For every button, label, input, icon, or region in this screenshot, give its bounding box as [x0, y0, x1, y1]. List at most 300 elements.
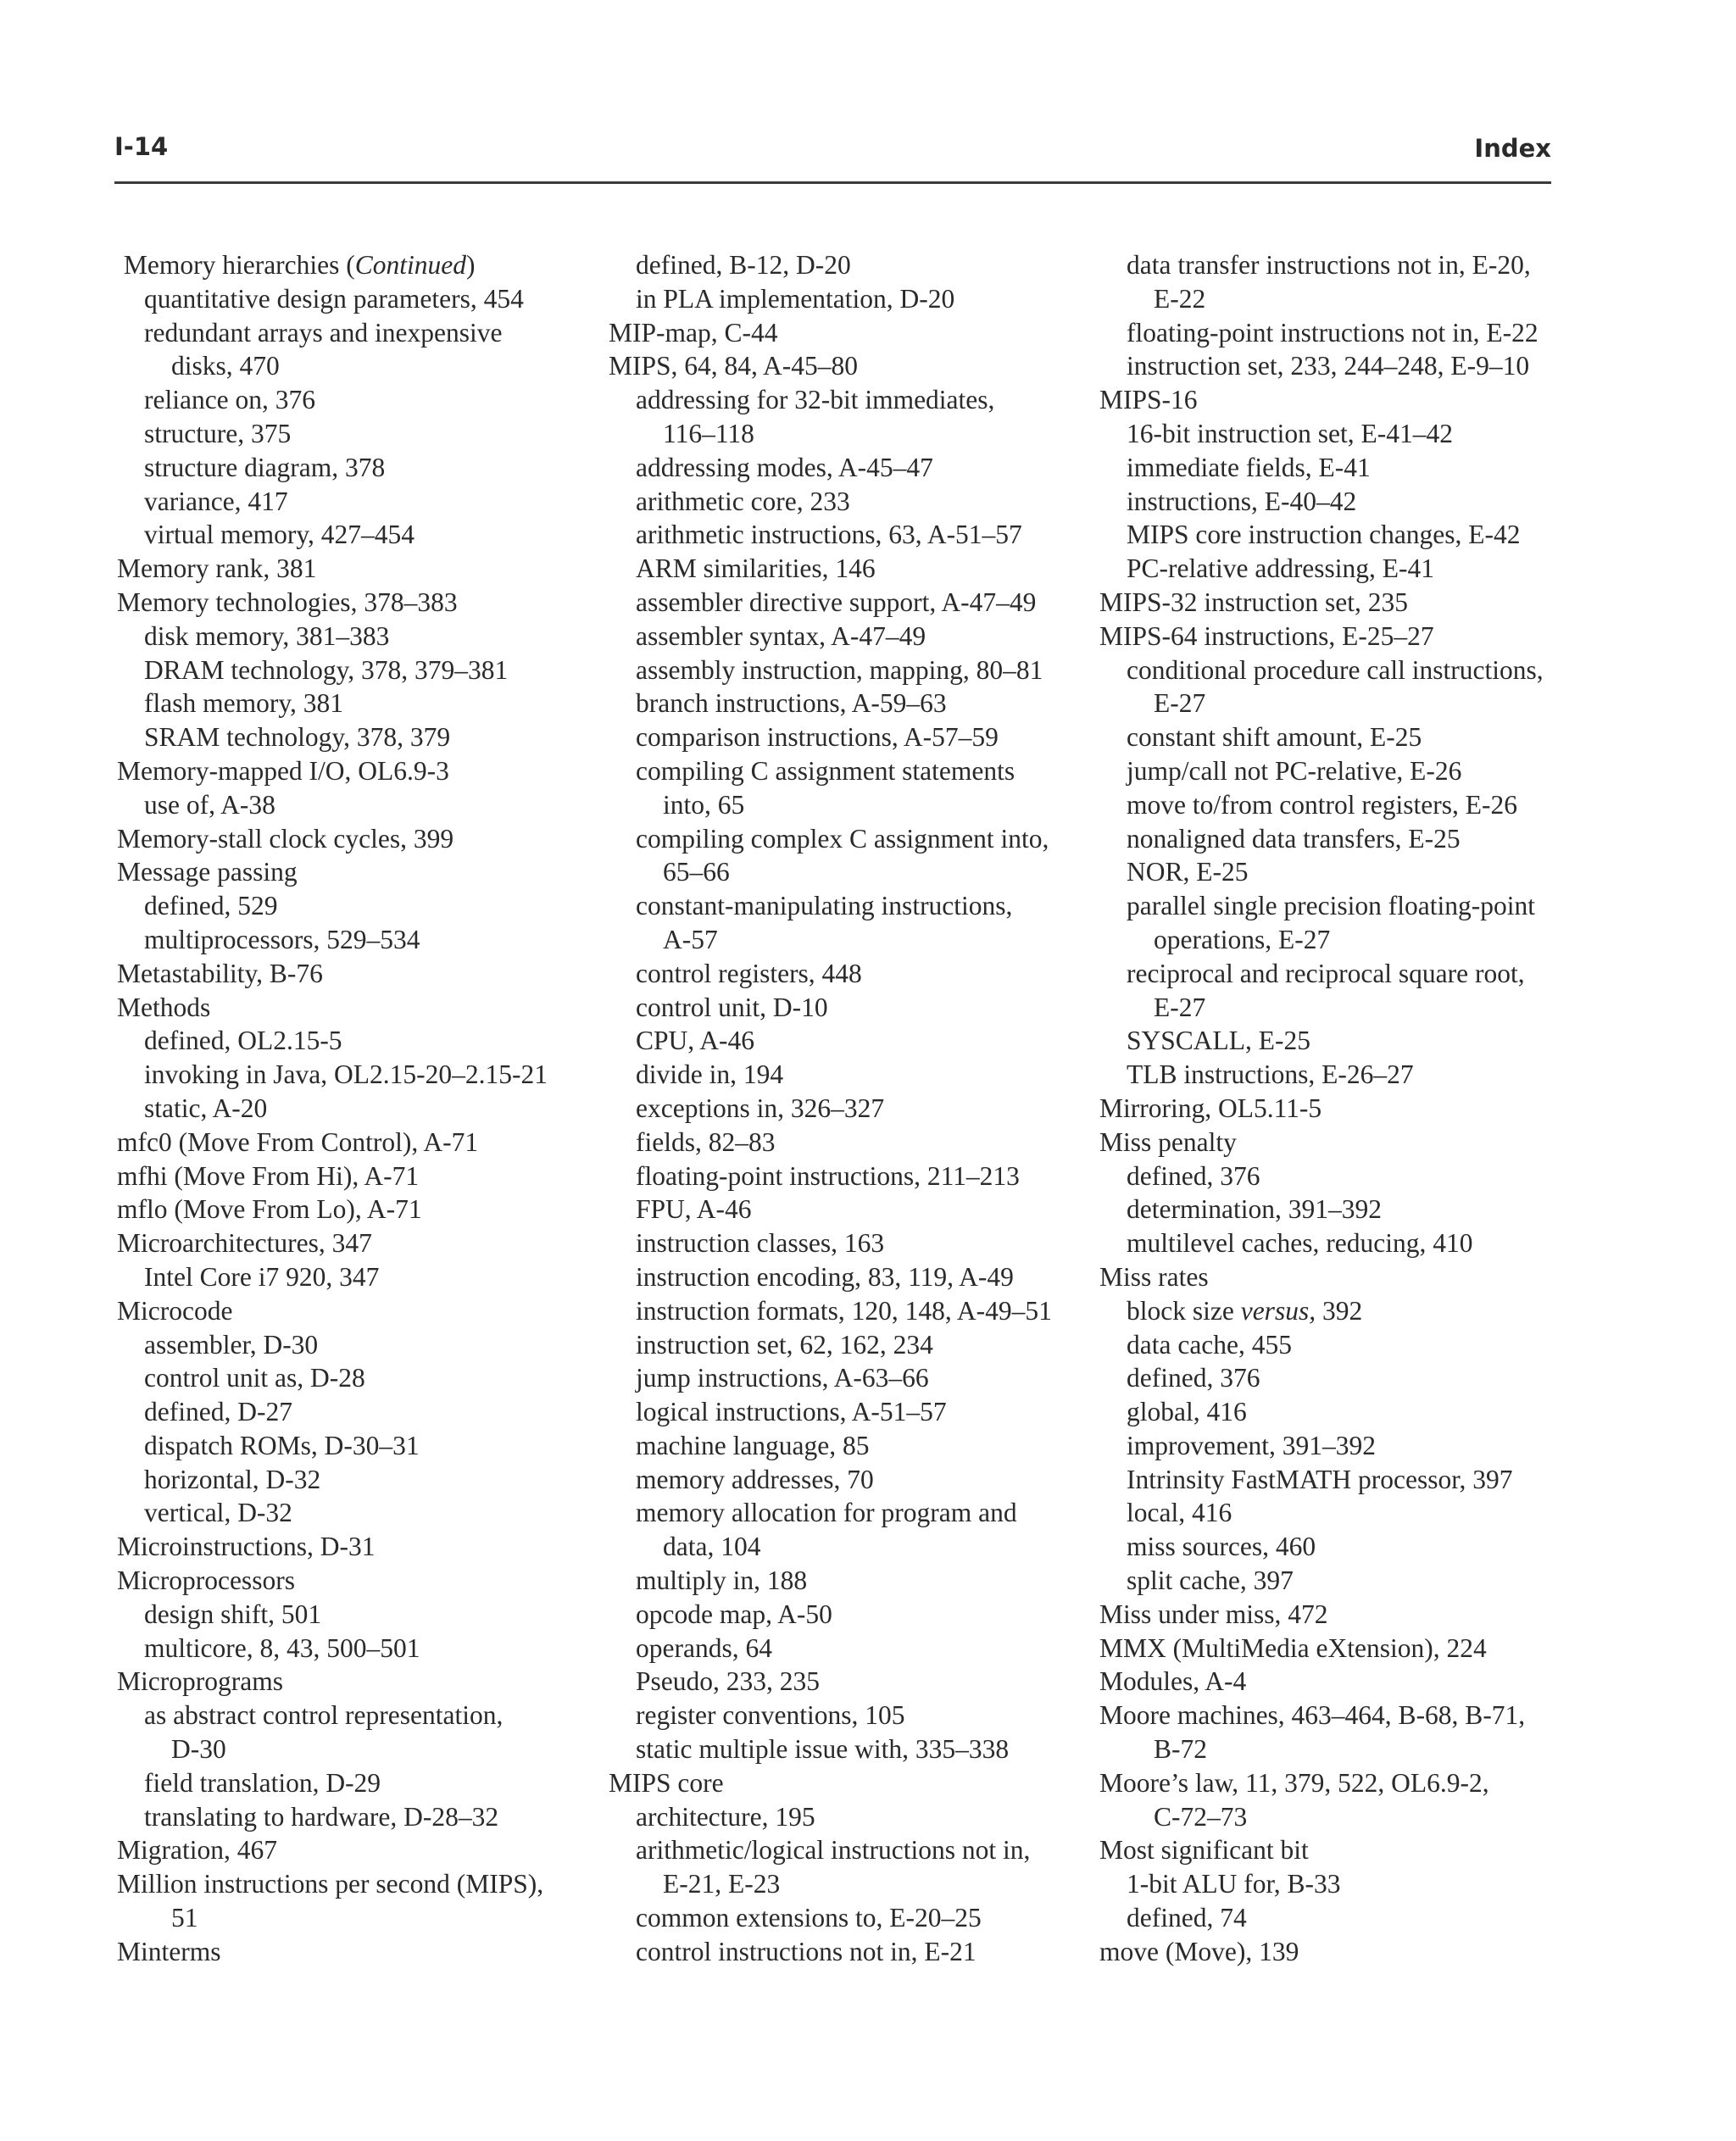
entry-text: defined, 74	[1127, 1903, 1247, 1933]
index-continuation	[609, 417, 1092, 451]
entry-text: 51	[171, 1903, 198, 1933]
entry-text: floating-point instructions not in, E-22	[1127, 317, 1538, 348]
index-subentry	[1099, 889, 1583, 923]
entry-text: Methods	[117, 992, 211, 1022]
entry-text: Memory-mapped I/O, OL6.9-3	[117, 755, 449, 786]
index-subentry	[117, 1699, 600, 1732]
entry-text: Microinstructions, D-31	[117, 1532, 376, 1562]
entry-text: addressing for 32-bit immediates,	[636, 385, 995, 415]
index-subentry	[117, 1395, 600, 1429]
entry-text: compiling C assignment statements	[636, 755, 1015, 786]
entry-text: Most significant bit	[1099, 1835, 1309, 1866]
entry-text: multicore, 8, 43, 500–501	[144, 1632, 420, 1663]
entry-text: instruction classes, 163	[636, 1228, 885, 1259]
entry-text: static, A-20	[144, 1093, 268, 1123]
entry-text: defined, OL2.15-5	[144, 1026, 342, 1056]
entry-text: 16-bit instruction set, E-41–42	[1127, 418, 1453, 448]
entry-text: Microarchitectures, 347	[117, 1228, 372, 1259]
index-entry	[117, 1530, 600, 1564]
index-column-2	[609, 248, 1092, 1969]
entry-text: B-72	[1154, 1734, 1207, 1765]
entry-text: defined, 376	[1127, 1363, 1260, 1393]
index-continuation	[117, 1901, 600, 1935]
page-header	[114, 127, 1551, 184]
index-subentry	[609, 1901, 1092, 1935]
index-subentry	[609, 1564, 1092, 1598]
entry-text: MIPS core	[609, 1767, 724, 1798]
entry-text: data cache, 455	[1127, 1329, 1293, 1360]
entry-text: invoking in Java, OL2.15-20–2.15-21	[144, 1059, 548, 1090]
index-entry	[117, 822, 600, 856]
entry-text: opcode map, A-50	[636, 1599, 832, 1629]
entry-text: 65–66	[663, 857, 730, 887]
index-entry	[1099, 586, 1583, 620]
index-entry	[1099, 1766, 1583, 1800]
index-subentry	[609, 248, 1092, 282]
index-subentry	[117, 1598, 600, 1632]
entry-text: floating-point instructions, 211–213	[636, 1160, 1020, 1191]
entry-text: conditional procedure call instructions,	[1127, 654, 1544, 685]
entry-text-suffix: 392	[1316, 1295, 1363, 1326]
entry-text: static multiple issue with, 335–338	[636, 1734, 1010, 1765]
index-subentry	[609, 1395, 1092, 1429]
entry-text: horizontal, D-32	[144, 1464, 321, 1494]
index-subentry	[1099, 788, 1583, 822]
entry-text: D-30	[171, 1734, 226, 1765]
entry-text: jump instructions, A-63–66	[636, 1363, 929, 1393]
index-subentry	[609, 282, 1092, 316]
entry-text: field translation, D-29	[144, 1767, 381, 1798]
index-entry	[117, 1126, 600, 1159]
index-subentry	[1099, 1429, 1583, 1463]
entry-text: FPU, A-46	[636, 1194, 752, 1225]
entry-text: Intel Core i7 920, 347	[144, 1261, 380, 1292]
entry-text: multilevel caches, reducing, 410	[1127, 1228, 1473, 1259]
index-subentry	[609, 1260, 1092, 1294]
index-entry	[117, 586, 600, 620]
index-subentry	[609, 383, 1092, 417]
entry-text: multiply in, 188	[636, 1565, 808, 1596]
index-entry	[117, 855, 600, 889]
entry-text: instruction set, 62, 162, 234	[636, 1329, 933, 1360]
index-subentry	[1099, 754, 1583, 788]
entry-text: multiprocessors, 529–534	[144, 924, 420, 954]
index-continuation	[1099, 1732, 1583, 1766]
index-continuation	[1099, 923, 1583, 957]
entry-text: global, 416	[1127, 1397, 1247, 1427]
entry-text: arithmetic instructions, 63, A-51–57	[636, 520, 1022, 550]
index-entry	[117, 1193, 600, 1226]
index-subentry	[1099, 1159, 1583, 1193]
index-entry	[1099, 1833, 1583, 1867]
entry-text: E-27	[1154, 688, 1206, 719]
index-subentry	[117, 1496, 600, 1530]
index-subentry	[1099, 957, 1583, 991]
index-subentry	[609, 1496, 1092, 1530]
index-entry	[1099, 1598, 1583, 1632]
entry-text: Moore’s law, 11, 379, 522, OL6.9-2,	[1099, 1767, 1489, 1798]
index-subentry	[609, 1935, 1092, 1969]
index-entry	[117, 754, 600, 788]
entry-text: assembler syntax, A-47–49	[636, 620, 926, 651]
index-subentry	[1099, 1294, 1583, 1328]
index-subentry	[609, 1328, 1092, 1362]
index-subentry	[117, 518, 600, 552]
entry-text: instruction encoding, 83, 119, A-49	[636, 1261, 1014, 1292]
index-entry	[117, 1833, 600, 1867]
index-entry	[1099, 1632, 1583, 1666]
entry-text: defined, B-12, D-20	[636, 250, 851, 280]
index-subentry	[1099, 1564, 1583, 1598]
index-subentry	[117, 1024, 600, 1058]
entry-text: Metastability, B-76	[117, 958, 323, 988]
index-subentry	[117, 923, 600, 957]
entry-text: fields, 82–83	[636, 1126, 776, 1157]
index-subentry	[609, 720, 1092, 754]
page-number: I-14	[114, 132, 169, 161]
index-entry	[117, 991, 600, 1025]
entry-text: arithmetic core, 233	[636, 486, 850, 516]
entry-text: arithmetic/logical instructions not in,	[636, 1835, 1031, 1866]
entry-text: TLB instructions, E-26–27	[1127, 1059, 1414, 1090]
index-subentry	[609, 1699, 1092, 1732]
entry-text: E-27	[1154, 992, 1206, 1022]
entry-text: local, 416	[1127, 1498, 1232, 1528]
index-subentry	[117, 889, 600, 923]
index-subentry	[609, 1193, 1092, 1226]
index-subentry	[609, 1833, 1092, 1867]
entry-text: design shift, 501	[144, 1599, 322, 1629]
entry-text: SRAM technology, 378, 379	[144, 722, 451, 753]
index-continuation	[1099, 687, 1583, 720]
index-entry	[1099, 383, 1583, 417]
entry-text: defined, D-27	[144, 1397, 292, 1427]
index-subentry	[117, 417, 600, 451]
index-subentry	[609, 552, 1092, 586]
index-entry	[609, 349, 1092, 383]
index-entry	[117, 957, 600, 991]
entry-text: vertical, D-32	[144, 1498, 292, 1528]
entry-text: in PLA implementation, D-20	[636, 283, 955, 314]
index-subentry	[609, 451, 1092, 485]
index-subentry	[117, 1800, 600, 1834]
entry-text: MIPS-32 instruction set, 235	[1099, 587, 1409, 617]
entry-text: Pseudo, 233, 235	[636, 1666, 821, 1697]
index-subentry	[609, 1598, 1092, 1632]
index-entry	[1099, 1699, 1583, 1732]
entry-text: redundant arrays and inexpensive	[144, 317, 503, 348]
entry-text: reliance on, 376	[144, 385, 316, 415]
entry-text: Million instructions per second (MIPS),	[117, 1869, 544, 1899]
entry-text: into, 65	[663, 789, 745, 820]
entry-text: Message passing	[117, 857, 298, 887]
entry-text: parallel single precision floating-point	[1127, 891, 1535, 921]
entry-text: E-22	[1154, 283, 1206, 314]
entry-text: MIP-map, C-44	[609, 317, 778, 348]
index-entry	[117, 248, 600, 282]
entry-text: defined, 529	[144, 891, 278, 921]
entry-text: assembler, D-30	[144, 1329, 319, 1360]
index-entry	[609, 1766, 1092, 1800]
index-subentry	[609, 1632, 1092, 1666]
index-subentry	[609, 822, 1092, 856]
index-subentry	[609, 1226, 1092, 1260]
index-entry	[117, 552, 600, 586]
entry-text: mfc0 (Move From Control), A-71	[117, 1126, 479, 1157]
index-subentry	[1099, 248, 1583, 282]
entry-italic-text: Continued	[354, 250, 467, 280]
index-subentry	[117, 1058, 600, 1092]
entry-text: MIPS-64 instructions, E-25–27	[1099, 620, 1434, 651]
entry-text: CPU, A-46	[636, 1026, 755, 1056]
entry-text: MIPS-16	[1099, 385, 1198, 415]
index-subentry	[609, 1800, 1092, 1834]
entry-text: control instructions not in, E-21	[636, 1936, 976, 1966]
entry-text: flash memory, 381	[144, 688, 344, 719]
entry-text: Memory technologies, 378–383	[117, 587, 458, 617]
index-subentry	[117, 1092, 600, 1126]
index-subentry	[117, 1632, 600, 1666]
index-entry	[117, 1294, 600, 1328]
entry-text: MIPS, 64, 84, A-45–80	[609, 351, 859, 381]
index-subentry	[117, 1361, 600, 1395]
entry-text: register conventions, 105	[636, 1700, 905, 1731]
index-subentry	[1099, 1361, 1583, 1395]
index-continuation	[609, 1867, 1092, 1901]
entry-text: miss sources, 460	[1127, 1532, 1316, 1562]
entry-text: Modules, A-4	[1099, 1666, 1247, 1697]
index-continuation	[117, 349, 600, 383]
index-subentry	[1099, 1395, 1583, 1429]
entry-text: control unit, D-10	[636, 992, 828, 1022]
entry-text: data transfer instructions not in, E-20,	[1127, 250, 1531, 280]
index-subentry	[609, 1126, 1092, 1159]
index-entry	[117, 1665, 600, 1699]
index-continuation	[609, 855, 1092, 889]
entry-text: assembly instruction, mapping, 80–81	[636, 654, 1043, 685]
index-entry	[117, 1935, 600, 1969]
entry-text: jump/call not PC-relative, E-26	[1127, 755, 1462, 786]
entry-text: defined, 376	[1127, 1160, 1260, 1191]
entry-text: Migration, 467	[117, 1835, 277, 1866]
entry-text: data, 104	[663, 1532, 761, 1562]
entry-text: compiling complex C assignment into,	[636, 823, 1049, 854]
index-subentry	[1099, 1024, 1583, 1058]
index-subentry	[117, 687, 600, 720]
entry-text: as abstract control representation,	[144, 1700, 504, 1731]
entry-text: Microprocessors	[117, 1565, 295, 1596]
index-subentry	[1099, 451, 1583, 485]
entry-text: improvement, 391–392	[1127, 1430, 1376, 1460]
entry-text: variance, 417	[144, 486, 288, 516]
entry-text: Intrinsity FastMATH processor, 397	[1127, 1464, 1513, 1494]
index-subentry	[1099, 417, 1583, 451]
entry-text: control registers, 448	[636, 958, 862, 988]
entry-text: structure diagram, 378	[144, 452, 386, 482]
index-subentry	[117, 383, 600, 417]
entry-text: disks, 470	[171, 351, 280, 381]
entry-text: addressing modes, A-45–47	[636, 452, 933, 482]
entry-text: Miss under miss, 472	[1099, 1599, 1328, 1629]
entry-text: memory addresses, 70	[636, 1464, 874, 1494]
index-subentry	[117, 316, 600, 350]
index-subentry	[117, 720, 600, 754]
index-entry	[117, 1564, 600, 1598]
index-entry	[609, 316, 1092, 350]
entry-text: split cache, 397	[1127, 1565, 1294, 1596]
index-subentry	[609, 957, 1092, 991]
entry-text: instruction formats, 120, 148, A-49–51	[636, 1295, 1052, 1326]
index-subentry	[117, 1260, 600, 1294]
index-entry	[1099, 1126, 1583, 1159]
entry-text: architecture, 195	[636, 1801, 815, 1832]
index-continuation	[1099, 1800, 1583, 1834]
index-entry	[117, 1867, 600, 1901]
entry-text: translating to hardware, D-28–32	[144, 1801, 499, 1832]
index-subentry	[117, 1766, 600, 1800]
entry-text: constant shift amount, E-25	[1127, 722, 1422, 753]
index-continuation	[609, 1530, 1092, 1564]
index-subentry	[609, 754, 1092, 788]
entry-text: nonaligned data transfers, E-25	[1127, 823, 1461, 854]
index-continuation	[609, 923, 1092, 957]
entry-text: divide in, 194	[636, 1059, 784, 1090]
entry-text: branch instructions, A-59–63	[636, 688, 947, 719]
entry-text: NOR, E-25	[1127, 857, 1249, 887]
entry-text: virtual memory, 427–454	[144, 520, 415, 550]
index-subentry	[117, 1328, 600, 1362]
entry-text: logical instructions, A-51–57	[636, 1397, 947, 1427]
entry-text: immediate fields, E-41	[1127, 452, 1371, 482]
entry-text: instruction set, 233, 244–248, E-9–10	[1127, 351, 1530, 381]
index-column-3	[1099, 248, 1583, 1969]
index-subentry	[609, 1294, 1092, 1328]
index-subentry	[1099, 1058, 1583, 1092]
index-subentry	[609, 889, 1092, 923]
index-subentry	[117, 1429, 600, 1463]
index-subentry	[117, 1463, 600, 1497]
entry-text: mflo (Move From Lo), A-71	[117, 1194, 422, 1225]
index-entry	[1099, 1260, 1583, 1294]
index-subentry	[1099, 653, 1583, 687]
index-subentry	[609, 1429, 1092, 1463]
entry-text: exceptions in, 326–327	[636, 1093, 885, 1123]
entry-text: PC-relative addressing, E-41	[1127, 553, 1435, 584]
entry-text: SYSCALL, E-25	[1127, 1026, 1311, 1056]
index-subentry	[609, 620, 1092, 653]
entry-text: E-21, E-23	[663, 1869, 781, 1899]
entry-text: operands, 64	[636, 1632, 772, 1663]
index-subentry	[1099, 1463, 1583, 1497]
index-subentry	[1099, 1226, 1583, 1260]
entry-text: memory allocation for program and	[636, 1498, 1017, 1528]
entry-text: block size	[1127, 1295, 1241, 1326]
entry-text: move (Move), 139	[1099, 1936, 1299, 1966]
entry-text: ARM similarities, 146	[636, 553, 876, 584]
entry-text: 116–118	[663, 418, 754, 448]
index-subentry	[609, 1092, 1092, 1126]
index-column-1	[117, 248, 600, 1969]
entry-text: MIPS core instruction changes, E-42	[1127, 520, 1521, 550]
entry-text: Memory hierarchies (	[117, 250, 355, 280]
index-continuation	[1099, 991, 1583, 1025]
index-subentry	[609, 1159, 1092, 1193]
index-subentry	[117, 282, 600, 316]
entry-text: comparison instructions, A-57–59	[636, 722, 999, 753]
index-subentry	[117, 620, 600, 653]
index-subentry	[117, 485, 600, 519]
index-entry	[117, 1159, 600, 1193]
entry-text: Memory-stall clock cycles, 399	[117, 823, 454, 854]
index-subentry	[609, 1361, 1092, 1395]
index-entry	[1099, 1935, 1583, 1969]
entry-text: A-57	[663, 924, 718, 954]
index-subentry	[1099, 316, 1583, 350]
index-subentry	[117, 451, 600, 485]
entry-text: machine language, 85	[636, 1430, 870, 1460]
entry-text: Miss rates	[1099, 1261, 1209, 1292]
index-subentry	[609, 1463, 1092, 1497]
entry-text: quantitative design parameters, 454	[144, 283, 524, 314]
index-subentry	[1099, 1496, 1583, 1530]
index-subentry	[1099, 855, 1583, 889]
entry-text: mfhi (Move From Hi), A-71	[117, 1160, 420, 1191]
entry-text: Microprograms	[117, 1666, 283, 1697]
entry-text: reciprocal and reciprocal square root,	[1127, 958, 1525, 988]
entry-italic-text: versus,	[1240, 1295, 1316, 1326]
entry-text: instructions, E-40–42	[1127, 486, 1357, 516]
entry-text: C-72–73	[1154, 1801, 1248, 1832]
entry-text-suffix: )	[466, 250, 476, 280]
index-entry	[117, 1226, 600, 1260]
index-subentry	[1099, 485, 1583, 519]
entry-text: move to/from control registers, E-26	[1127, 789, 1518, 820]
entry-text: Microcode	[117, 1295, 233, 1326]
index-continuation	[117, 1732, 600, 1766]
index-continuation	[609, 788, 1092, 822]
entry-text: Memory rank, 381	[117, 553, 317, 584]
index-subentry	[1099, 1867, 1583, 1901]
index-entry	[1099, 1665, 1583, 1699]
entry-text: MMX (MultiMedia eXtension), 224	[1099, 1632, 1487, 1663]
index-continuation	[1099, 282, 1583, 316]
index-entry	[1099, 620, 1583, 653]
index-subentry	[609, 687, 1092, 720]
entry-text: dispatch ROMs, D-30–31	[144, 1430, 420, 1460]
entry-text: Mirroring, OL5.11-5	[1099, 1093, 1322, 1123]
entry-text: DRAM technology, 378, 379–381	[144, 654, 509, 685]
entry-text: determination, 391–392	[1127, 1194, 1382, 1225]
index-subentry	[609, 653, 1092, 687]
index-entry	[1099, 1092, 1583, 1126]
index-subentry	[609, 991, 1092, 1025]
entry-text: Minterms	[117, 1936, 221, 1966]
entry-text: disk memory, 381–383	[144, 620, 390, 651]
entry-text: Moore machines, 463–464, B-68, B-71,	[1099, 1700, 1526, 1731]
index-subentry	[1099, 518, 1583, 552]
running-head: Index	[1474, 134, 1551, 163]
entry-text: operations, E-27	[1154, 924, 1331, 954]
entry-text: constant-manipulating instructions,	[636, 891, 1013, 921]
entry-text: common extensions to, E-20–25	[636, 1903, 982, 1933]
index-subentry	[1099, 1901, 1583, 1935]
index-subentry	[609, 518, 1092, 552]
index-subentry	[609, 1665, 1092, 1699]
index-subentry	[609, 1058, 1092, 1092]
entry-text: structure, 375	[144, 418, 292, 448]
index-subentry	[1099, 1193, 1583, 1226]
index-subentry	[1099, 720, 1583, 754]
